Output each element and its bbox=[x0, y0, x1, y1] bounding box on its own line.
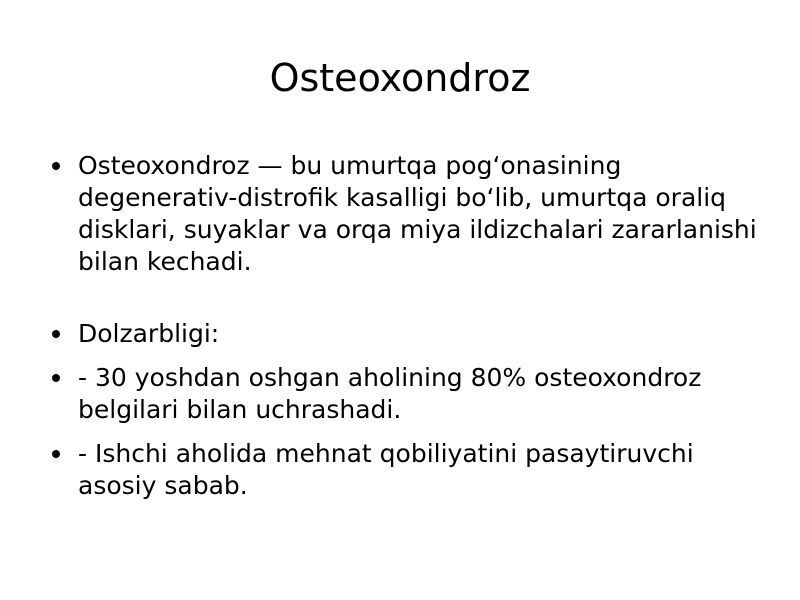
bullet-item-definition bbox=[40, 150, 760, 278]
bullet-text: - Ishchi aholida mehnat qobiliyatini pasaytiruvchi asosiy sabab. bbox=[78, 439, 694, 500]
bullet-dot-icon bbox=[52, 450, 60, 458]
bullet-item-relevance bbox=[40, 318, 760, 350]
bullet-dot-icon bbox=[52, 330, 60, 338]
bullet-item-work-capacity bbox=[40, 438, 760, 502]
bullet-text: Osteoxondroz — bu umurtqa pog‘onasining degenerativ-distrofik kasalligi bo‘lib, umurtqa oraliq disklari, suyaklar va orqa miya ildizchalari zararlanishi bilan kechadi. bbox=[78, 151, 757, 276]
bullet-text: Dolzarbligi: bbox=[78, 319, 220, 348]
bullet-dot-icon bbox=[52, 374, 60, 382]
slide-title: Osteoxondroz bbox=[269, 56, 531, 100]
bullet-item-prevalence bbox=[40, 362, 760, 426]
bullet-text: - 30 yoshdan oshgan aholining 80% osteoxondroz belgilari bilan uchrashadi. bbox=[78, 363, 702, 424]
bullet-list bbox=[40, 150, 760, 502]
bullet-dot-icon bbox=[52, 162, 60, 170]
